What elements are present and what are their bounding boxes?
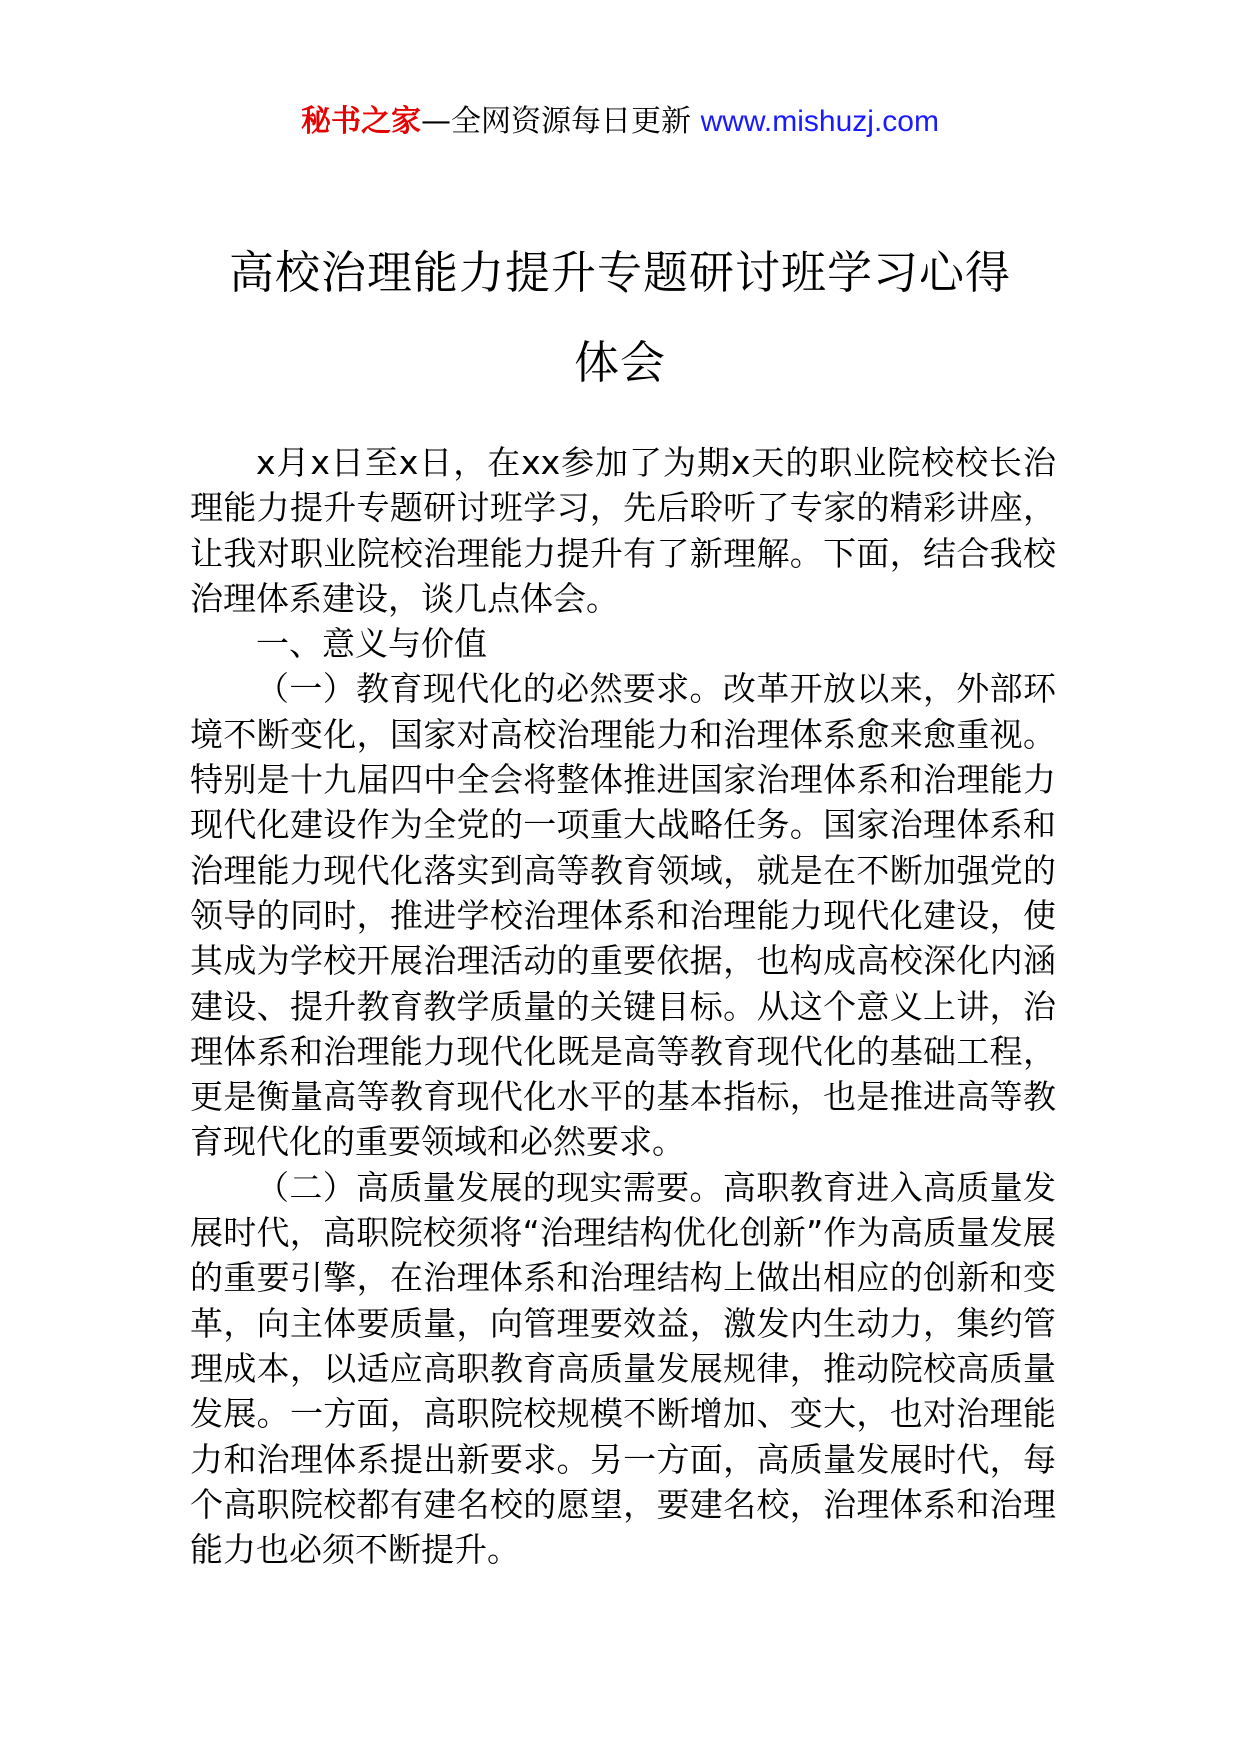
site-url-link[interactable]: www.mishuzj.com xyxy=(700,105,939,138)
document-body xyxy=(190,440,1056,1572)
document-title-line-1: 高校治理能力提升专题研讨班学习心得 xyxy=(228,246,1011,299)
site-tagline: —全网资源每日更新 xyxy=(421,104,692,139)
paragraph-high-quality-development: （二）高质量发展的现实需要。高职教育进入高质量发展时代，高职院校须将“治理结构优化创新”作为高质量发展的重要引擎，在治理体系和治理结构上做出相应的创新和变革，向主体要质量，向管理要效益，激发内生动力，集约管理成本，以适应高职教育高质量发展规律，推动院校高质量发展。一方面，高职院校规模不断增加、变大，也对治理能力和治理体系提出新要求。另一方面，高质量发展时代，每个高职院校都有建名校的愿望，要建名校，治理体系和治理能力也必须不断提升。 xyxy=(190,1167,1056,1570)
paragraph-modernization: （一）教育现代化的必然要求。改革开放以来，外部环境不断变化，国家对高校治理能力和治理体系愈来愈重视。特别是十九届四中全会将整体推进国家治理体系和治理能力现代化建设作为全党的一项重大战略任务。国家治理体系和治理能力现代化落实到高等教育领域，就是在不断加强党的领导的同时，推进学校治理体系和治理能力现代化建设，使其成为学校开展治理活动的重要依据，也构成高校深化内涵建设、提升教育教学质量的关键目标。从这个意义上讲，治理体系和治理能力现代化既是高等教育现代化的基础工程，更是衡量高等教育现代化水平的基本指标，也是推进高等教育现代化的重要领域和必然要求。 xyxy=(190,669,1056,1162)
document-title xyxy=(190,228,1050,408)
section-heading-significance: 一、意义与价值 xyxy=(256,624,487,664)
document-title-line-2: 体会 xyxy=(573,336,666,389)
intro-paragraph: x月x日至x日，在xx参加了为期x天的职业院校校长治理能力提升专题研讨班学习，先后聆听了专家的精彩讲座，让我对职业院校治理能力提升有了新理解。下面，结合我校治理体系建设，谈几点体会。 xyxy=(190,443,1056,618)
site-header xyxy=(0,100,1240,144)
site-brand: 秘书之家 xyxy=(301,104,422,139)
